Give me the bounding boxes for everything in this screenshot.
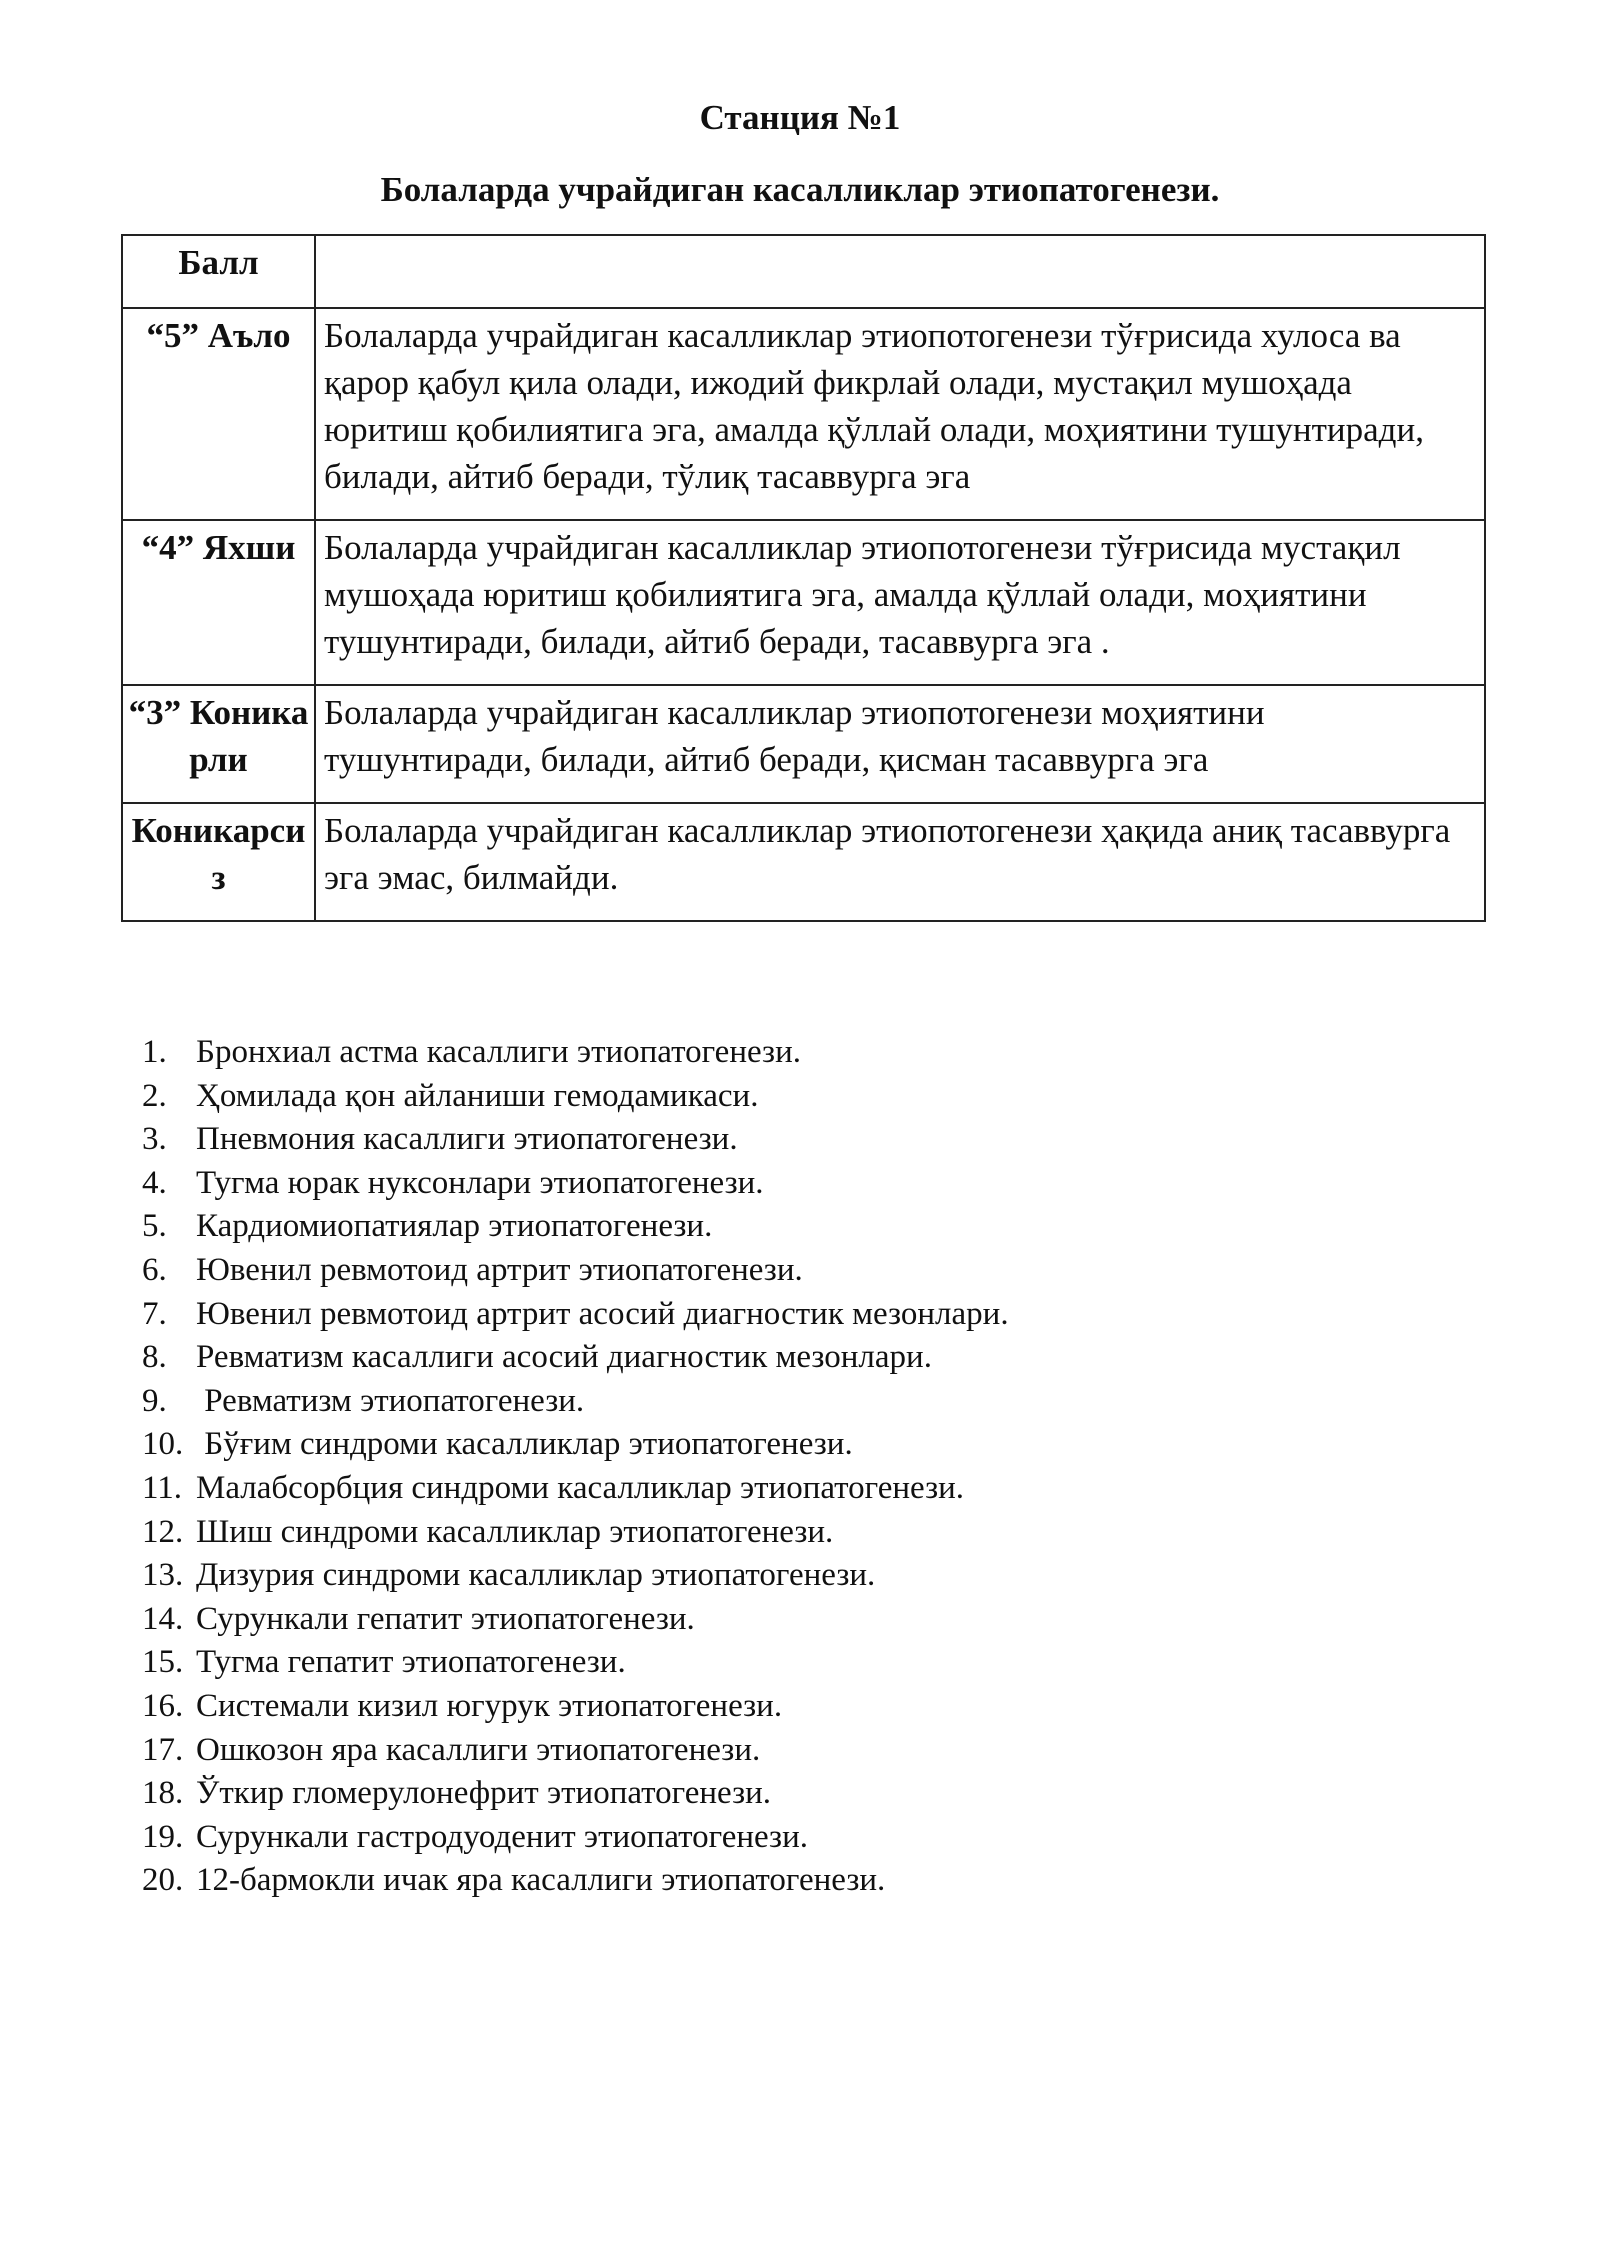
list-item	[142, 1729, 1009, 1773]
list-item	[142, 1641, 1009, 1685]
station-title: Станция №1	[699, 98, 901, 137]
list-item-text: Шиш синдроми касалликлар этиопатогенези.	[196, 1513, 834, 1550]
list-item-number: 8.	[142, 1339, 167, 1376]
list-item-text: Ҳомилада қон айланиши гемодамикаси.	[196, 1077, 759, 1114]
list-item-text: Тугма гепатит этиопатогенези.	[196, 1644, 626, 1681]
list-item-number: 3.	[142, 1121, 167, 1158]
topics-list	[142, 1031, 1009, 1903]
list-item-text: Ошкозон яра касаллиги этиопатогенези.	[196, 1731, 761, 1768]
list-item-text: Сурункали гастродуоденит этиопатогенези.	[196, 1818, 808, 1855]
rubric-grade-cell: “3” Коникарли	[122, 685, 315, 803]
list-item-text: Ювенил ревмотоид артрит асосий диагностик мезонлари.	[196, 1295, 1009, 1332]
list-item	[142, 1423, 1009, 1467]
list-item	[142, 1380, 1009, 1424]
list-item-number: 16.	[142, 1687, 184, 1724]
description-column-header	[315, 235, 1485, 308]
list-item	[142, 1467, 1009, 1511]
list-item	[142, 1162, 1009, 1206]
list-item-text: Бўғим синдроми касалликлар этиопатогенези.	[196, 1426, 853, 1463]
document-subtitle: Болаларда учрайдиган касалликлар этиопатогенези.	[380, 170, 1220, 209]
list-item-number: 19.	[142, 1818, 184, 1855]
list-item-number: 13.	[142, 1557, 184, 1594]
list-item-text: Системали кизил югурук этиопатогенези.	[196, 1687, 783, 1724]
list-item-text: Кардиомиопатиялар этиопатогенези.	[196, 1208, 713, 1245]
rubric-description-cell: Болаларда учрайдиган касалликлар этиопотогенези ҳақида аниқ тасаввурга эга эмас, билмайди.	[315, 803, 1485, 921]
list-item-number: 17.	[142, 1731, 184, 1768]
list-item-number: 20.	[142, 1862, 184, 1899]
list-item-text: Дизурия синдроми касалликлар этиопатогенези.	[196, 1557, 876, 1594]
list-item	[142, 1249, 1009, 1293]
list-item-number: 9.	[142, 1382, 167, 1419]
rubric-row	[122, 520, 1485, 685]
list-item-number: 4.	[142, 1164, 167, 1201]
list-item-number: 1.	[142, 1034, 167, 1070]
list-item	[142, 1598, 1009, 1642]
list-item-number: 14.	[142, 1600, 184, 1637]
rubric-grade-cell: Коникарсиз	[122, 803, 315, 921]
list-item	[142, 1685, 1009, 1729]
list-item-number: 2.	[142, 1077, 167, 1114]
rubric-description-cell: Болаларда учрайдиган касалликлар этиопотогенези тўғрисида хулоса ва қарор қабул қила олади, ижодий фикрлай олади, мустақил мушоҳада юритиш қобилиятига эга, амалда қўллай олади, моҳиятини тушунтиради, билади, айтиб беради, тўлиқ тасаввурга эга	[315, 308, 1485, 520]
rubric-row	[122, 685, 1485, 803]
list-item-number: 5.	[142, 1208, 167, 1245]
list-item	[142, 1205, 1009, 1249]
list-item-text: Тугма юрак нуксонлари этиопатогенези.	[196, 1164, 764, 1201]
rubric-row	[122, 308, 1485, 520]
list-item	[142, 1031, 1009, 1075]
list-item	[142, 1554, 1009, 1598]
list-item-number: 10.	[142, 1426, 184, 1463]
list-item-text: Ревматизм касаллиги асосий диагностик мезонлари.	[196, 1339, 932, 1376]
rubric-grade-cell: “4” Яхши	[122, 520, 315, 685]
list-item-text: Ўткир гломерулонефрит этиопатогенези.	[196, 1775, 772, 1812]
rubric-header-row	[122, 235, 1485, 308]
list-item-number: 18.	[142, 1775, 184, 1812]
list-item-text: Сурункали гепатит этиопатогенези.	[196, 1600, 695, 1637]
list-item-number: 7.	[142, 1295, 167, 1332]
list-item	[142, 1859, 1009, 1903]
list-item-number: 15.	[142, 1644, 184, 1681]
list-item-text: Ревматизм этиопатогенези.	[196, 1382, 585, 1419]
list-item	[142, 1816, 1009, 1860]
rubric-description-cell: Болаларда учрайдиган касалликлар этиопотогенези тўғрисида мустақил мушоҳада юритиш қобилиятига эга, амалда қўллай олади, моҳиятини тушунтиради, билади, айтиб беради, тасаввурга эга .	[315, 520, 1485, 685]
list-item-text: Малабсорбция синдроми касалликлар этиопатогенези.	[196, 1469, 965, 1506]
list-item	[142, 1293, 1009, 1337]
list-item-number: 12.	[142, 1513, 184, 1550]
list-item	[142, 1772, 1009, 1816]
list-item	[142, 1336, 1009, 1380]
list-item-text: Пневмония касаллиги этиопатогенези.	[196, 1121, 738, 1158]
list-item-number: 6.	[142, 1251, 167, 1288]
list-item-text: Бронхиал астма касаллиги этиопатогенези.	[196, 1034, 801, 1070]
list-item-number: 11.	[142, 1469, 183, 1506]
rubric-row	[122, 803, 1485, 921]
rubric-description-cell: Болаларда учрайдиган касалликлар этиопотогенези моҳиятини тушунтиради, билади, айтиб беради, қисман тасаввурга эга	[315, 685, 1485, 803]
list-item	[142, 1118, 1009, 1162]
list-item-text: 12-бармокли ичак яра касаллиги этиопатогенези.	[196, 1862, 886, 1899]
rubric-grade-cell: “5” Аъло	[122, 308, 315, 520]
grade-column-header: Балл	[122, 235, 315, 308]
list-item	[142, 1511, 1009, 1555]
list-item	[142, 1075, 1009, 1119]
grading-rubric-table	[121, 234, 1486, 922]
list-item-text: Ювенил ревмотоид артрит этиопатогенези.	[196, 1251, 803, 1288]
